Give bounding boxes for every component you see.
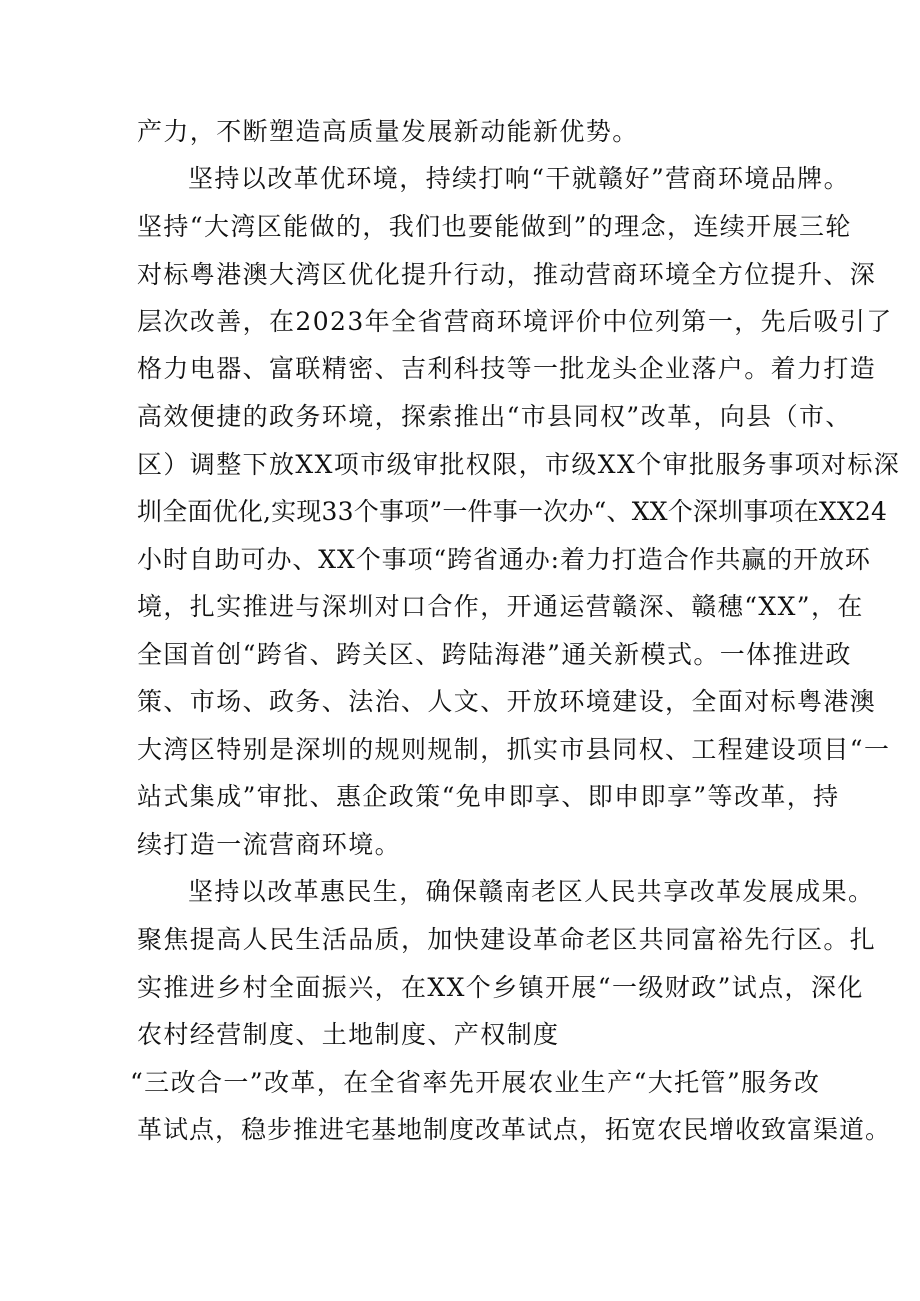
- text-line: 对标粤港澳大湾区优化提升行动，推动营商环境全方位提升、深: [137, 260, 877, 289]
- text-line: 圳全面优化,实现33个事项”一件事一次办“、XX个深圳事项在XX24: [137, 497, 888, 526]
- paragraph-start-line: 坚持以改革优环境，持续打响“干就赣好”营商环境品牌。: [188, 164, 850, 193]
- text-line: 层次改善，在2023年全省营商环境评价中位列第一，先后吸引了: [137, 307, 893, 336]
- text-line: 大湾区特别是深圳的规则规制，抓实市县同权、工程建设项目“一: [137, 735, 891, 764]
- text-line: 策、市场、政务、法治、人文、开放环境建设，全面对标粤港澳: [137, 687, 877, 716]
- text-line: 农村经营制度、土地制度、产权制度: [137, 1020, 560, 1049]
- text-line: 站式集成”审批、惠企政策“免申即享、即申即享”等改革，持: [137, 782, 840, 811]
- paragraph-start-line: 坚持以改革惠民生，确保赣南老区人民共享改革发展成果。: [188, 877, 875, 906]
- text-line: “三改合一”改革，在全省率先开展农业生产“大托管”服务改: [130, 1068, 821, 1097]
- text-line: 区）调整下放XX项市级审批权限，市级XX个审批服务事项对标深: [137, 450, 901, 479]
- text-line: 实推进乡村全面振兴，在XX个乡镇开展“一级财政”试点，深化: [137, 973, 864, 1002]
- text-line: 小时自助可办、XX个事项“跨省通办:着力打造合作共赢的开放环: [137, 545, 871, 574]
- text-line: 产力，不断塑造高质量发展新动能新优势。: [137, 117, 639, 146]
- text-line: 境，扎实推进与深圳对口合作，开通运营赣深、赣穗“XX”，在: [137, 592, 864, 621]
- text-line: 格力电器、富联精密、吉利科技等一批龙头企业落户。着力打造: [137, 354, 877, 383]
- text-line: 全国首创“跨省、跨关区、跨陆海港”通关新模式。一体推进政: [137, 640, 852, 669]
- text-line: 聚焦提高人民生活品质，加快建设革命老区共同富裕先行区。扎: [137, 925, 877, 954]
- text-line: 高效便捷的政务环境，探索推出“市县同权”改革，向县（市、: [137, 402, 852, 431]
- text-line: 续打造一流营商环境。: [137, 830, 402, 859]
- text-line: 革试点，稳步推进宅基地制度改革试点，拓宽农民增收致富渠道。: [137, 1115, 892, 1144]
- text-line: 坚持“大湾区能做的，我们也要能做到”的理念，连续开展三轮: [137, 212, 852, 241]
